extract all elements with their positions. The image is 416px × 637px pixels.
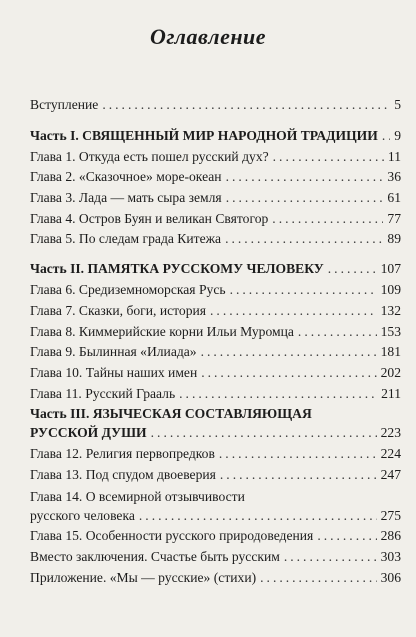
toc-entry-chapter-15 [30,527,401,545]
toc-part-3 [30,424,401,442]
toc-entry-chapter-11 [30,385,401,403]
toc-entry-label: русского человека [30,508,135,523]
toc-entry-chapter-5 [30,230,401,248]
toc-entry-page: 286 [380,528,401,543]
leader-dots [210,302,377,320]
toc-part-label: Часть I. СВЯЩЕННЫЙ МИР НАРОДНОЙ ТРАДИЦИИ [30,128,378,143]
page-title: Оглавление [149,24,267,49]
leader-dots [317,527,376,545]
toc-entry-page: 202 [380,365,401,380]
toc-entry-page: 11 [387,149,401,164]
toc-entry-chapter-10 [30,364,401,382]
toc-entry-chapter-14-line1: Глава 14. О всемирной отзывчивости [30,489,245,504]
toc-entry-label: Глава 4. Остров Буян и великан Святогор [30,211,269,226]
leader-dots [382,127,390,145]
toc-entry-appendix [30,569,401,587]
toc-entry-chapter-13 [30,466,401,484]
toc-entry-chapter-4 [30,210,401,228]
leader-dots [273,148,384,166]
toc-entry-page: 109 [380,282,401,297]
toc-entry-label: Глава 6. Средиземноморская Русь [30,282,226,297]
toc-entry-page: 107 [380,261,401,276]
toc-part-2 [30,260,401,278]
leader-dots [201,343,377,361]
leader-dots [230,281,377,299]
toc-entry-label: Глава 15. Особенности русского природоведения [30,528,314,543]
toc-entry-page: 247 [380,467,401,482]
toc-entry-label: Глава 13. Под спудом двоеверия [30,467,216,482]
toc-entry-chapter-14 [30,507,401,525]
toc-entry-page: 275 [380,508,401,523]
toc-entry-label: Вместо заключения. Счастье быть русским [30,549,280,564]
leader-dots [298,323,377,341]
toc-entry-page: 89 [387,231,401,246]
toc-entry-label: Глава 5. По следам града Китежа [30,231,222,246]
toc-entry-page: 303 [380,549,401,564]
toc-part-label: РУССКОЙ ДУШИ [30,425,147,440]
toc-entry-intro [30,96,401,114]
toc-entry-chapter-2 [30,168,401,186]
leader-dots [139,507,377,525]
leader-dots [220,466,377,484]
toc-entry-label: Глава 10. Тайны наших имен [30,365,198,380]
toc-entry-chapter-1 [30,148,401,166]
leader-dots [225,230,383,248]
toc-entry-label: Глава 8. Киммерийские корни Ильи Муромца [30,324,294,339]
toc-entry-chapter-8 [30,323,401,341]
leader-dots [151,424,377,442]
toc-entry-page: 132 [380,303,401,318]
toc-entry-chapter-7 [30,302,401,320]
toc-entry-page: 181 [380,344,401,359]
leader-dots [226,189,384,207]
toc-part-3-line1: Часть III. ЯЗЫЧЕСКАЯ СОСТАВЛЯЮЩАЯ [30,406,312,421]
toc-entry-page: 223 [380,425,401,440]
toc-entry-conclusion [30,548,401,566]
toc-entry-page: 36 [387,169,401,184]
toc-part-1 [30,127,401,145]
toc-part-label: Часть II. ПАМЯТКА РУССКОМУ ЧЕЛОВЕКУ [30,261,324,276]
toc-entry-label: Глава 11. Русский Грааль [30,386,176,401]
leader-dots [102,96,390,114]
leader-dots [328,260,377,278]
toc-entry-label: Глава 3. Лада — мать сыра земля [30,190,222,205]
toc-entry-label: Глава 7. Сказки, боги, история [30,303,207,318]
toc-entry-page: 61 [387,190,401,205]
toc-entry-page: 5 [394,97,401,112]
toc-entry-label: Приложение. «Мы — русские» (стихи) [30,570,257,585]
leader-dots [179,385,377,403]
leader-dots [219,445,377,463]
toc-entry-page: 306 [380,570,401,585]
toc-entry-label: Глава 12. Религия первопредков [30,446,215,461]
toc-entry-label: Глава 2. «Сказочное» море-океан [30,169,222,184]
toc-entry-label: Глава 9. Былинная «Илиада» [30,344,197,359]
toc-entry-chapter-9 [30,343,401,361]
toc-entry-page: 153 [380,324,401,339]
toc-entry-label: Вступление [30,97,99,112]
leader-dots [272,210,383,228]
toc-entry-chapter-3 [30,189,401,207]
toc-entry-page: 77 [387,211,401,226]
toc-entry-chapter-12 [30,445,401,463]
toc-entry-page: 9 [394,128,401,143]
leader-dots [226,168,384,186]
toc-entry-page: 211 [381,386,401,401]
leader-dots [201,364,376,382]
leader-dots [284,548,377,566]
leader-dots [260,569,376,587]
toc-entry-label: Глава 1. Откуда есть пошел русский дух? [30,149,269,164]
toc-entry-page: 224 [380,446,401,461]
toc-entry-chapter-6 [30,281,401,299]
